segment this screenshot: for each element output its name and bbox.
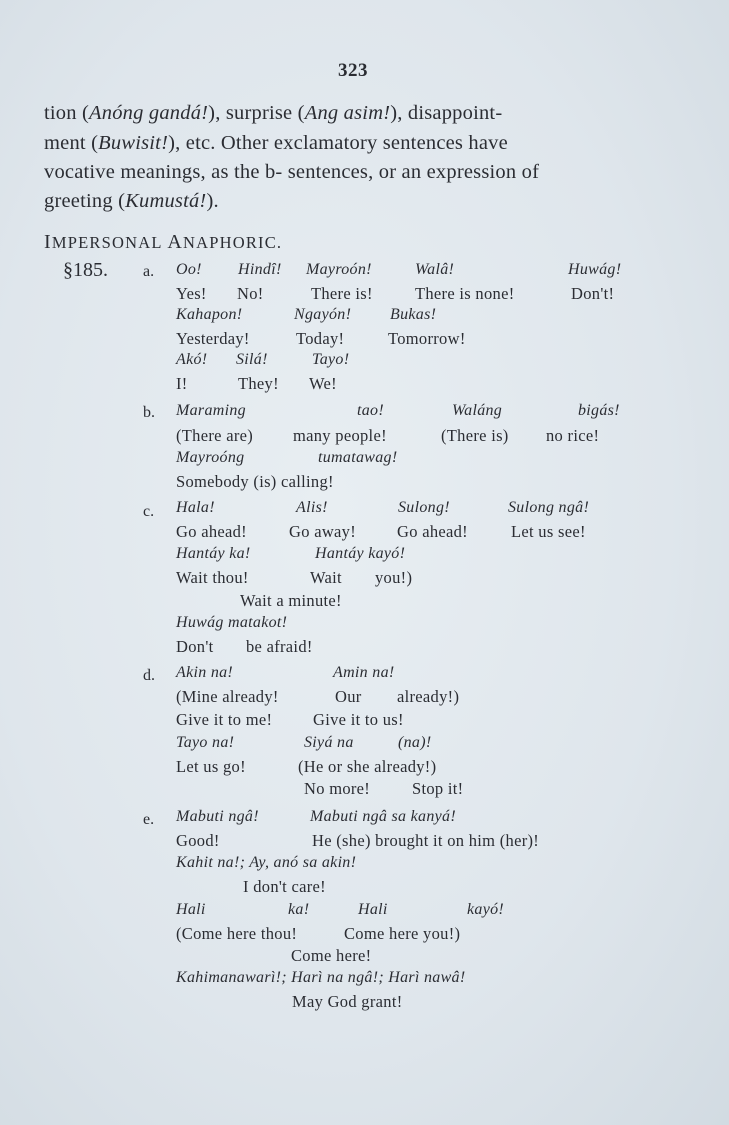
tagalog-word: kayó! xyxy=(467,901,505,918)
tagalog-word: Kahapon! xyxy=(176,306,243,323)
english-gloss: I! xyxy=(176,374,188,393)
text-run: ), surprise ( xyxy=(208,102,305,124)
tagalog-word: Hali xyxy=(176,901,206,918)
english-gloss: no rice! xyxy=(546,426,600,445)
tagalog-word: Tayo! xyxy=(312,351,350,368)
group-letter: b. xyxy=(143,404,155,421)
english-gloss: Give it to me! xyxy=(176,710,273,729)
tagalog-word: Mayroón! xyxy=(306,261,372,278)
tagalog-word: Hantáy kayó! xyxy=(315,545,406,562)
tagalog-word: Hantáy ka! xyxy=(176,545,251,562)
english-gloss: Let us go! xyxy=(176,757,246,776)
text-run: tion ( xyxy=(44,102,90,124)
tagalog-word: Silá! xyxy=(236,351,268,368)
tagalog-word: bigás! xyxy=(578,402,620,419)
tagalog-word: Huwág! xyxy=(568,261,622,278)
tagalog-word: Kahimanawarì!; Harì na ngâ!; Harì nawâ! xyxy=(176,969,466,986)
text-run: ), disappoint- xyxy=(390,102,503,124)
english-gloss: Go ahead! xyxy=(397,522,468,541)
english-gloss: you!) xyxy=(375,568,413,587)
english-gloss: He (she) brought it on him (her)! xyxy=(312,831,540,850)
italic-example: Anóng gandá! xyxy=(89,102,209,124)
english-gloss: Somebody (is) calling! xyxy=(176,472,334,491)
english-gloss: Yes! xyxy=(176,284,207,303)
english-gloss: Good! xyxy=(176,831,220,850)
text-run: ). xyxy=(206,190,219,212)
english-gloss: Don't xyxy=(176,637,214,656)
english-gloss: Wait xyxy=(310,568,342,587)
tagalog-word: Sulong! xyxy=(398,499,450,516)
english-gloss: Stop it! xyxy=(412,779,464,798)
tagalog-word: Akó! xyxy=(176,351,208,368)
paragraph-line xyxy=(44,132,508,155)
tagalog-word: Ngayón! xyxy=(294,306,352,323)
group-letter: d. xyxy=(143,667,155,684)
english-gloss: (Mine already! xyxy=(176,687,279,706)
english-gloss: No more! xyxy=(304,779,371,798)
text-run: ment ( xyxy=(44,132,99,154)
english-gloss: No! xyxy=(237,284,264,303)
paragraph-line xyxy=(44,161,539,184)
group-letter: a. xyxy=(143,263,155,280)
english-gloss: Come here! xyxy=(291,946,372,965)
tagalog-word: Mayroóng xyxy=(176,449,245,466)
tagalog-word: tao! xyxy=(357,402,384,419)
tagalog-word: Kahit na!; Ay, anó sa akin! xyxy=(176,854,357,871)
tagalog-word: Tayo na! xyxy=(176,734,235,751)
text-run: ), etc. Other exclamatory sentences have xyxy=(168,132,508,154)
tagalog-word: Walâ! xyxy=(415,261,455,278)
tagalog-word: Siyá na xyxy=(304,734,354,751)
tagalog-word: Mabuti ngâ sa kanyá! xyxy=(310,808,456,825)
english-gloss: May God grant! xyxy=(292,992,403,1011)
page-number: 323 xyxy=(338,60,368,81)
english-gloss: Wait thou! xyxy=(176,568,249,587)
english-gloss: There is! xyxy=(311,284,373,303)
italic-example: Buwisit! xyxy=(98,132,169,154)
tagalog-word: Hala! xyxy=(176,499,215,516)
tagalog-word: Hali xyxy=(358,901,388,918)
tagalog-word: Waláng xyxy=(452,402,503,419)
english-gloss: Tomorrow! xyxy=(388,329,466,348)
tagalog-word: Mabuti ngâ! xyxy=(176,808,259,825)
tagalog-word: Hindî! xyxy=(238,261,282,278)
paragraph-line xyxy=(44,102,502,125)
tagalog-word: tumatawag! xyxy=(318,449,398,466)
paragraph-line xyxy=(44,190,219,213)
group-letter: e. xyxy=(143,811,155,828)
english-gloss: already!) xyxy=(397,687,460,706)
tagalog-word: Alis! xyxy=(296,499,328,516)
english-gloss: Our xyxy=(335,687,362,706)
english-gloss: There is none! xyxy=(415,284,515,303)
english-gloss: (There is) xyxy=(441,426,509,445)
tagalog-word: Sulong ngâ! xyxy=(508,499,590,516)
tagalog-word: Akin na! xyxy=(176,664,234,681)
english-gloss: Let us see! xyxy=(511,522,586,541)
tagalog-word: Huwág matakot! xyxy=(176,614,288,631)
english-gloss: (Come here thou! xyxy=(176,924,298,943)
english-gloss: Don't! xyxy=(571,284,615,303)
section-number: §185. xyxy=(63,259,108,281)
tagalog-word: Bukas! xyxy=(390,306,437,323)
english-gloss: (He or she already!) xyxy=(298,757,437,776)
text-run: greeting ( xyxy=(44,190,126,212)
tagalog-word: (na)! xyxy=(398,734,432,751)
italic-example: Ang asim! xyxy=(304,102,391,124)
english-gloss: Go away! xyxy=(289,522,356,541)
english-gloss: I don't care! xyxy=(243,877,326,896)
english-gloss: be afraid! xyxy=(246,637,313,656)
english-gloss: (There are) xyxy=(176,426,254,445)
tagalog-word: Maraming xyxy=(176,402,246,419)
english-gloss: Come here you!) xyxy=(344,924,461,943)
tagalog-word: Oo! xyxy=(176,261,202,278)
english-gloss: They! xyxy=(238,374,279,393)
english-gloss: Give it to us! xyxy=(313,710,404,729)
section-heading: IMPERSONAL ANAPHORIC. xyxy=(44,231,283,253)
italic-example: Kumustá! xyxy=(125,190,207,212)
tagalog-word: ka! xyxy=(288,901,310,918)
tagalog-word: Amin na! xyxy=(333,664,395,681)
english-gloss: Today! xyxy=(296,329,345,348)
english-gloss: Go ahead! xyxy=(176,522,247,541)
english-gloss: We! xyxy=(309,374,337,393)
text-run: vocative meanings, as the b- sentences, or an expression of xyxy=(44,161,540,183)
english-gloss: Yesterday! xyxy=(176,329,250,348)
english-gloss: many people! xyxy=(293,426,387,445)
english-gloss: Wait a minute! xyxy=(240,591,342,610)
group-letter: c. xyxy=(143,503,155,520)
